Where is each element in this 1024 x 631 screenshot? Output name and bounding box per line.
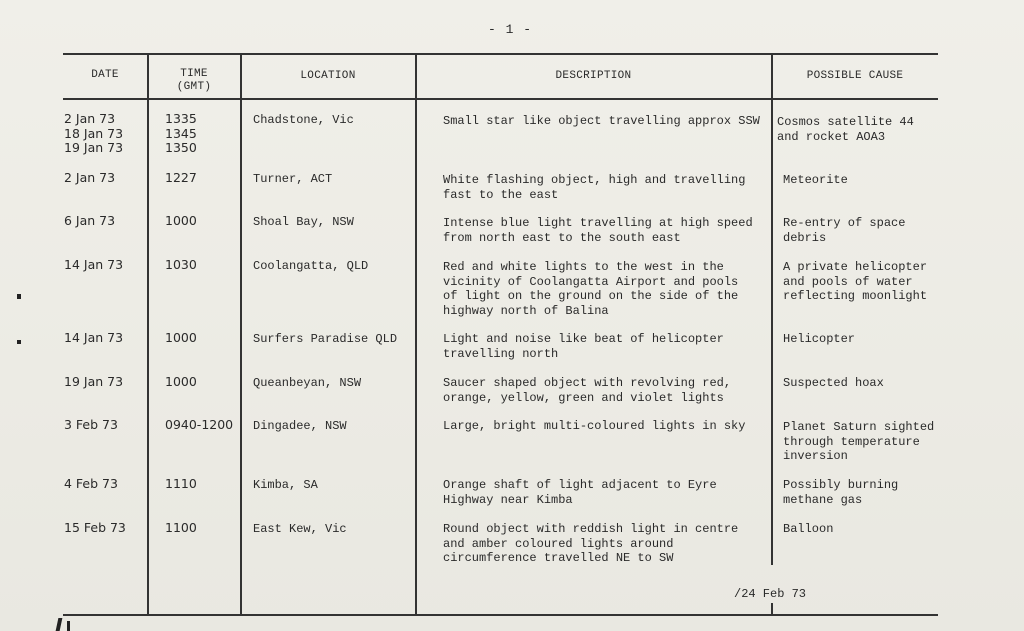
row-cause: Re-entry of space debris — [783, 216, 906, 245]
column-divider-3 — [415, 53, 417, 615]
column-divider-4-tail — [771, 603, 773, 615]
row-date: 19 Jan 73 — [64, 374, 124, 389]
row-description: Large, bright multi-coloured lights in sky — [443, 419, 746, 433]
row-location: Coolangatta, QLD — [253, 259, 369, 273]
header-time-sub: (GMT) — [176, 81, 212, 93]
header-possible-cause: POSSIBLE CAUSE — [806, 70, 904, 82]
row-date: 6 Jan 73 — [64, 213, 116, 228]
row-location: Turner, ACT — [253, 172, 333, 186]
row-description: Small star like object travelling approx SSW — [443, 114, 760, 128]
row-description: Saucer shaped object with revolving red, orange, yellow, green and violet lights — [443, 376, 732, 405]
row-time: 1000 — [165, 374, 197, 389]
row-time: 1100 — [165, 520, 197, 535]
row-date: 3 Feb 73 — [64, 417, 118, 432]
row-cause: A private helicopter and pools of water reflecting moonlight — [783, 260, 928, 303]
row-description: Light and noise like beat of helicopter travelling north — [443, 332, 724, 361]
column-divider-1 — [147, 53, 149, 615]
row-date: 14 Jan 73 — [64, 257, 124, 272]
corner-mark — [56, 618, 63, 631]
row-cause: Balloon — [783, 522, 834, 536]
column-divider-2 — [240, 53, 242, 615]
row-location: Dingadee, NSW — [253, 419, 347, 433]
row-description: Intense blue light travelling at high speed from north east to the south east — [443, 216, 753, 245]
row-date: 2 Jan 73 — [64, 170, 116, 185]
row-cause: Possibly burning methane gas — [783, 478, 899, 507]
row-date: 4 Feb 73 — [64, 476, 118, 491]
row-location: Shoal Bay, NSW — [253, 215, 354, 229]
header-time: TIME — [180, 68, 208, 80]
header-location: LOCATION — [300, 70, 356, 82]
column-divider-4-lower — [771, 105, 773, 565]
row-time: 1110 — [165, 476, 197, 491]
row-location: Chadstone, Vic — [253, 113, 354, 127]
margin-dot — [17, 294, 21, 299]
row-description: Orange shaft of light adjacent to Eyre Highway near Kimba — [443, 478, 717, 507]
row-description: Red and white lights to the west in the vicinity of Coolangatta Airport and pools of light on the ground on the side of the highway north of Balina — [443, 260, 739, 318]
row-location: Surfers Paradise QLD — [253, 332, 398, 346]
row-date: 2 Jan 73 18 Jan 73 19 Jan 73 — [64, 111, 124, 155]
row-date: 14 Jan 73 — [64, 330, 124, 345]
header-bottom-rule — [63, 98, 938, 100]
row-description: Round object with reddish light in centre and amber coloured lights around circumference travelled NE to SW — [443, 522, 739, 565]
row-date: 15 Feb 73 — [64, 520, 126, 535]
row-time: 1227 — [165, 170, 197, 185]
continuation-note: /24 Feb 73 — [734, 587, 807, 601]
table-bottom-rule — [63, 614, 938, 616]
row-cause: Suspected hoax — [783, 376, 884, 390]
row-cause: Helicopter — [783, 332, 856, 346]
page-number: - 1 - — [488, 22, 533, 37]
row-time: 0940-1200 — [165, 417, 234, 432]
row-cause: Cosmos satellite 44 and rocket AOA3 — [777, 115, 914, 144]
row-location: East Kew, Vic — [253, 522, 347, 536]
table-top-rule — [63, 53, 938, 55]
row-time: 1000 — [165, 213, 197, 228]
row-description: White flashing object, high and travelling fast to the east — [443, 173, 746, 202]
row-cause: Planet Saturn sighted through temperature inversion — [783, 420, 935, 463]
margin-dot — [17, 340, 21, 344]
header-description: DESCRIPTION — [555, 70, 632, 82]
corner-mark — [67, 621, 70, 631]
row-cause: Meteorite — [783, 173, 848, 187]
header-date: DATE — [91, 69, 119, 81]
row-location: Queanbeyan, NSW — [253, 376, 362, 390]
row-location: Kimba, SA — [253, 478, 318, 492]
row-time: 1335 1345 1350 — [165, 111, 197, 155]
row-time: 1000 — [165, 330, 197, 345]
row-time: 1030 — [165, 257, 197, 272]
